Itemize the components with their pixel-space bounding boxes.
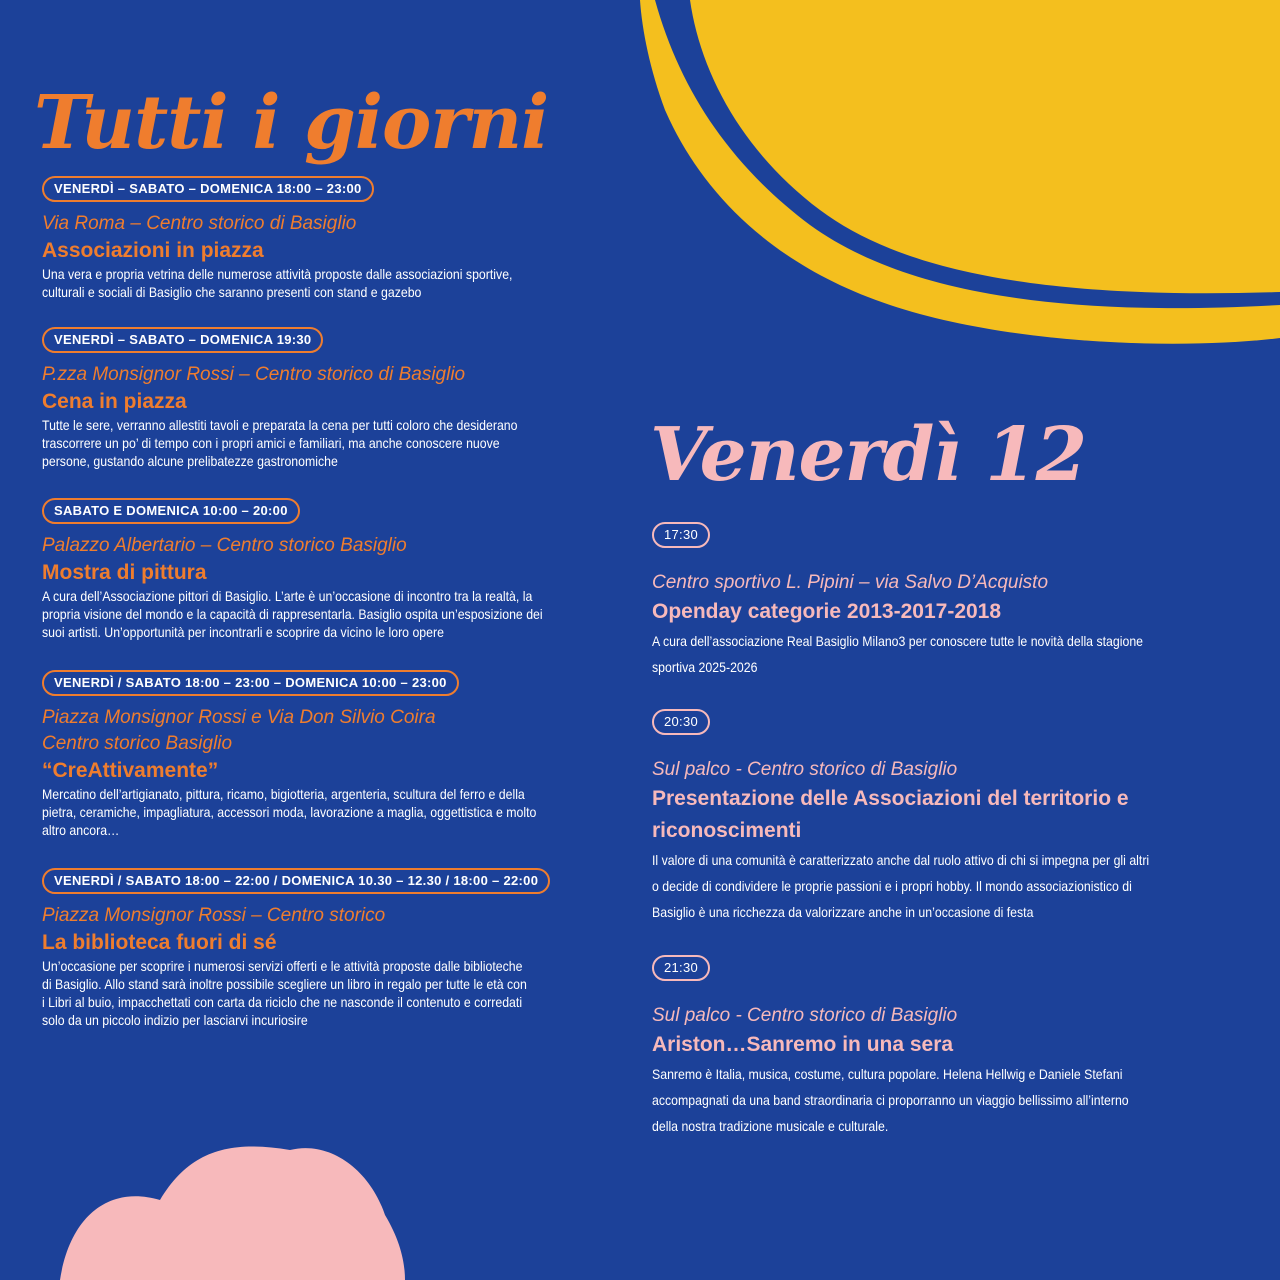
yellow-sun-shape xyxy=(640,0,1280,344)
time-pill: 17:30 xyxy=(652,522,710,548)
event-title: Openday categorie 2013-2017-2018 xyxy=(652,600,1002,623)
event-associazioni xyxy=(42,176,702,301)
event-location-line-2: Centro storico Basiglio xyxy=(42,733,233,754)
event-presentazione xyxy=(652,709,1280,925)
event-title: “CreAttivamente” xyxy=(42,759,219,782)
event-description: A cura dell’associazione Real Basiglio Milano3 per conoscere tutte le novità della stagione sportiva 2025-2026 xyxy=(652,633,1144,675)
event-openday xyxy=(652,522,1280,680)
event-location: Piazza Monsignor Rossi e Via Don Silvio Coira xyxy=(42,707,436,728)
event-description: A cura dell’Associazione pittori di Basiglio. L’arte è un’occasione di incontro tra la realtà, la propria visione del mondo e la capacità di rappresentarla. Basiglio ospita un’esposizione dei suoi artisti. Un’opportunità per incontrarli e scoprire da vicino le loro opere xyxy=(42,588,543,640)
event-cena xyxy=(42,327,702,470)
date-pill: VENERDÌ / SABATO 18:00 – 23:00 – DOMENICA 10:00 – 23:00 xyxy=(42,670,459,696)
event-biblioteca xyxy=(42,868,702,1029)
event-location: Centro sportivo L. Pipini – via Salvo D’Acquisto xyxy=(652,572,1049,593)
time-pill: 21:30 xyxy=(652,955,710,981)
time-pill: 20:30 xyxy=(652,709,710,735)
event-location: Piazza Monsignor Rossi – Centro storico xyxy=(42,905,386,926)
event-location: Via Roma – Centro storico di Basiglio xyxy=(42,213,357,234)
event-description: Il valore di una comunità è caratterizzato anche dal ruolo attivo di chi si impegna per gli altri o decide di condividere le proprie passioni e i propri hobby. Il mondo associazionistico di Basiglio è una ricchezza da valorizzare anche in un’occasione di festa xyxy=(652,852,1150,920)
event-location: Sul palco - Centro storico di Basiglio xyxy=(652,1005,958,1026)
date-pill: VENERDÌ / SABATO 18:00 – 22:00 / DOMENICA 10.30 – 12.30 / 18:00 – 22:00 xyxy=(42,868,550,894)
event-location: Sul palco - Centro storico di Basiglio xyxy=(652,759,958,780)
event-mostra xyxy=(42,498,702,641)
event-title: Associazioni in piazza xyxy=(42,239,264,262)
event-description: Un’occasione per scoprire i numerosi servizi offerti e le attività proposte dalle biblioteche di Basiglio. Allo stand sarà inoltre possibile scegliere un libro in regalo per tutte le età con i Libri al buio, impacchettati con carta da riciclo che ne nasconde il contenuto e corredati solo da un piccolo indizio per lasciarvi incuriosire xyxy=(42,958,527,1028)
title-venerdi-12: Venerdì 12 xyxy=(650,412,1087,498)
pink-cloud-shape xyxy=(60,1147,405,1280)
date-pill: VENERDÌ – SABATO – DOMENICA 19:30 xyxy=(42,327,323,353)
event-title: Mostra di pittura xyxy=(42,561,207,584)
date-pill: SABATO E DOMENICA 10:00 – 20:00 xyxy=(42,498,300,524)
title-tutti-i-giorni: Tutti i giorni xyxy=(34,80,549,166)
event-description: Mercatino dell’artigianato, pittura, ricamo, bigiotteria, argenteria, scultura del ferro e della pietra, ceramiche, impagliatura, accessori moda, lavorazione a maglia, oggettistica e molto altro ancora… xyxy=(42,786,537,838)
event-location: P.zza Monsignor Rossi – Centro storico di Basiglio xyxy=(42,364,466,385)
event-description: Una vera e propria vetrina delle numerose attività proposte dalle associazioni sportive, culturali e sociali di Basiglio che saranno presenti con stand e gazebo xyxy=(42,266,513,300)
event-description: Tutte le sere, verranno allestiti tavoli e preparata la cena per tutti coloro che desiderano trascorrere un po’ di tempo con i propri amici e familiari, ma anche conoscere nuove persone, gustando alcune prelibatezze gastronomiche xyxy=(42,417,518,469)
event-title: La biblioteca fuori di sé xyxy=(42,931,277,954)
event-title: Ariston…Sanremo in una sera xyxy=(652,1033,954,1056)
event-title: Cena in piazza xyxy=(42,390,187,413)
event-description: Sanremo è Italia, musica, costume, cultura popolare. Helena Hellwig e Daniele Stefani accompagnati da una band straordinaria ci proporranno un viaggio bellissimo all’interno della nostra tradizione musicale e culturale. xyxy=(652,1066,1129,1134)
date-pill: VENERDÌ – SABATO – DOMENICA 18:00 – 23:00 xyxy=(42,176,374,202)
event-ariston xyxy=(652,955,1280,1139)
event-title: Presentazione delle Associazioni del territorio e riconoscimenti xyxy=(652,787,1129,842)
event-creattivamente xyxy=(42,670,702,839)
event-location: Palazzo Albertario – Centro storico Basiglio xyxy=(42,535,407,556)
